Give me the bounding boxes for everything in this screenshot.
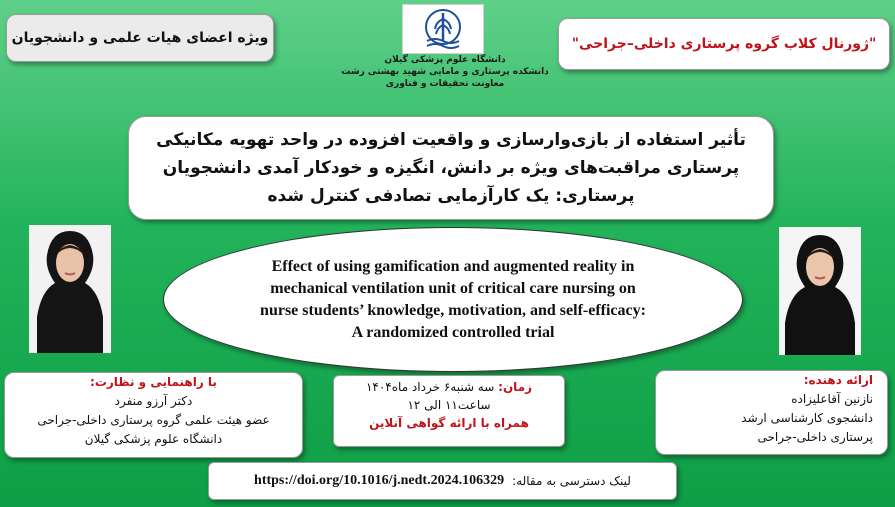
university-logo-icon (403, 5, 483, 53)
article-doi-link[interactable]: https://doi.org/10.1016/j.nedt.2024.106329 (254, 473, 505, 488)
certificate-note: همراه با ارائه گواهی آنلاین (369, 416, 529, 430)
supervisor-portrait-icon (29, 225, 111, 353)
research-office-line: معاونت تحقیقات و فناوری (385, 79, 505, 89)
english-title: Effect of using gamification and augmented reality in mechanical ventilation unit of critical care nursing on nurse students’ knowledge, motivation, and self-efficacy: A randomized controlled trial (260, 257, 646, 341)
presenter-portrait-icon (779, 227, 861, 355)
university-line: دانشگاه علوم پزشکی گیلان (384, 55, 506, 65)
audience-tag-text: ویژه اعضای هیات علمی و دانشجویان (11, 30, 269, 46)
supervisor-name: دکتر آرزو منفرد (114, 394, 193, 408)
article-link-label: لینک دسترسی به مقاله: (512, 474, 631, 488)
presenter-name: نازنین آقاعلیزاده (791, 392, 873, 406)
university-name (330, 54, 560, 90)
supervisor-role: عضو هیئت علمی گروه پرستاری داخلی-جراحی (37, 413, 270, 427)
faculty-line: دانشکده پرستاری و مامایی شهید بهشتی رشت (341, 67, 549, 77)
persian-title-box (128, 116, 774, 220)
session-info-box (333, 375, 565, 447)
presenter-info-box (655, 370, 888, 455)
session-date-line (334, 378, 564, 396)
supervisor-affiliation: دانشگاه علوم پزشکی گیلان (84, 432, 223, 446)
session-hours: ساعت۱۱ الی ۱۲ (407, 398, 491, 412)
presenter-field: پرستاری داخلی-جراحی (757, 430, 873, 444)
journal-club-tag-text: "ژورنال کلاب گروه پرستاری داخلی–جراحی" (571, 36, 877, 52)
presenter-photo (779, 227, 861, 355)
journal-club-tag (558, 18, 890, 70)
article-link-box (208, 462, 677, 500)
audience-tag (6, 14, 274, 62)
presenter-degree: دانشجوی کارشناسی ارشد (741, 411, 873, 425)
supervisor-info-box (4, 372, 303, 458)
university-logo (402, 4, 484, 54)
persian-title: تأثیر استفاده از بازی‌وارسازی و واقعیت افزوده در واحد تهویه مکانیکی پرستاری مراقبت‌های ویژه بر دانش، انگیزه و خودکار آمدی دانشجویان پرستاری: یک کارآزمایی تصادفی کنترل شده (156, 130, 746, 206)
english-title-ellipse (163, 227, 743, 372)
session-date: سه شنبه۶ خرداد ماه۱۴۰۴ (365, 380, 495, 394)
presenter-label: ارائه دهنده: (803, 373, 873, 387)
time-label: زمان: (498, 380, 533, 394)
supervisor-photo (29, 225, 111, 353)
supervisor-label: با راهنمایی و نظارت: (90, 375, 217, 389)
